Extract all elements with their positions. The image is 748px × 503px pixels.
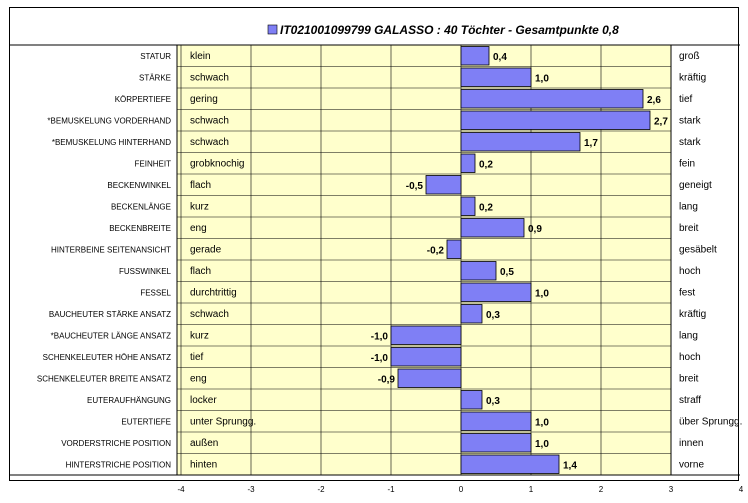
left-descriptor: gering bbox=[190, 93, 218, 105]
x-tick-label: -4 bbox=[177, 485, 185, 494]
right-descriptor: kräftig bbox=[679, 72, 707, 84]
bar bbox=[461, 305, 482, 324]
bar bbox=[447, 240, 461, 259]
chart-frame bbox=[9, 7, 744, 494]
row-label: EUTERAUFHÄNGUNG bbox=[86, 395, 171, 405]
left-descriptor: kurz bbox=[190, 330, 209, 342]
bar bbox=[461, 47, 489, 66]
chart-legend bbox=[268, 23, 619, 37]
x-tick-label: -3 bbox=[247, 485, 255, 494]
bar bbox=[461, 434, 531, 453]
x-tick-label: 0 bbox=[458, 485, 464, 494]
right-descriptor: lang bbox=[679, 201, 698, 213]
row-label: SCHENKELEUTER HÖHE ANSATZ bbox=[42, 352, 171, 362]
left-descriptor: eng bbox=[190, 222, 207, 234]
right-descriptor: hoch bbox=[679, 351, 701, 363]
row-label: *BEMUSKELUNG VORDERHAND bbox=[47, 116, 171, 126]
left-descriptor: eng bbox=[190, 373, 207, 385]
row-label: FEINHEIT bbox=[134, 159, 171, 169]
data-label: 1,7 bbox=[584, 137, 598, 149]
data-label: 2,6 bbox=[647, 94, 661, 106]
x-tick-label: 1 bbox=[528, 485, 534, 494]
data-label: 0,3 bbox=[486, 395, 500, 407]
row-label: STATUR bbox=[140, 51, 171, 61]
x-tick-label: 4 bbox=[738, 485, 744, 494]
bar bbox=[461, 391, 482, 410]
left-descriptor: gerade bbox=[190, 244, 222, 256]
data-label: -1,0 bbox=[370, 352, 388, 364]
data-label: -0,5 bbox=[405, 180, 423, 192]
x-tick-label: 2 bbox=[598, 485, 604, 494]
right-descriptor: breit bbox=[679, 222, 699, 234]
x-tick-label: -1 bbox=[387, 485, 395, 494]
right-descriptor: lang bbox=[679, 330, 698, 342]
row-label: *BEMUSKELUNG HINTERHAND bbox=[51, 137, 171, 147]
row-label: BAUCHEUTER STÄRKE ANSATZ bbox=[48, 309, 171, 319]
data-label: 1,0 bbox=[535, 73, 549, 85]
row-label: HINTERSTRICHE POSITION bbox=[65, 460, 171, 470]
left-descriptor: schwach bbox=[190, 72, 229, 84]
data-label: 0,2 bbox=[479, 159, 493, 171]
row-label: BECKENLÄNGE bbox=[110, 202, 171, 212]
bar bbox=[461, 197, 475, 216]
right-descriptor: vorne bbox=[679, 459, 705, 471]
left-descriptor: durchtrittig bbox=[190, 287, 237, 299]
row-label: EUTERTIEFE bbox=[121, 417, 171, 427]
row-label: VORDERSTRICHE POSITION bbox=[61, 438, 171, 448]
data-label: 1,0 bbox=[535, 417, 549, 429]
x-tick-label: -2 bbox=[317, 485, 325, 494]
bar bbox=[398, 369, 461, 388]
row-label: BECKENBREITE bbox=[109, 223, 171, 233]
linear-profile-chart bbox=[10, 8, 744, 494]
data-label: 0,5 bbox=[500, 266, 514, 278]
left-descriptor: kurz bbox=[190, 201, 209, 213]
data-label: 1,4 bbox=[563, 460, 577, 472]
data-label: -0,9 bbox=[377, 374, 395, 386]
right-descriptor: innen bbox=[679, 437, 704, 449]
right-descriptor: gesäbelt bbox=[679, 244, 717, 256]
data-label: 0,9 bbox=[528, 223, 542, 235]
left-descriptor: hinten bbox=[190, 459, 218, 471]
bar bbox=[461, 111, 650, 130]
row-label: *BAUCHEUTER LÄNGE ANSATZ bbox=[50, 331, 171, 341]
plot-area bbox=[10, 45, 744, 494]
x-tick-label: 3 bbox=[668, 485, 674, 494]
left-descriptor: flach bbox=[190, 265, 212, 277]
bar bbox=[461, 283, 531, 302]
left-descriptor: außen bbox=[190, 437, 219, 449]
right-descriptor: stark bbox=[679, 136, 701, 148]
bar bbox=[461, 154, 475, 173]
right-descriptor: straff bbox=[679, 394, 702, 406]
row-label: SCHENKELEUTER BREITE ANSATZ bbox=[36, 374, 171, 384]
right-descriptor: fein bbox=[679, 158, 696, 170]
bar bbox=[391, 326, 461, 345]
data-label: 1,0 bbox=[535, 438, 549, 450]
left-descriptor: schwach bbox=[190, 308, 229, 320]
data-label: 0,3 bbox=[486, 309, 500, 321]
bar bbox=[461, 455, 559, 474]
right-descriptor: stark bbox=[679, 115, 701, 127]
data-label: 2,7 bbox=[654, 116, 668, 128]
right-descriptor: groß bbox=[679, 50, 700, 62]
bar bbox=[426, 176, 461, 195]
row-label: FUSSWINKEL bbox=[118, 266, 171, 276]
left-descriptor: schwach bbox=[190, 136, 229, 148]
data-label: -1,0 bbox=[370, 331, 388, 343]
chart-title: IT021001099799 GALASSO : 40 Töchter - Gesamtpunkte 0,8 bbox=[280, 23, 619, 37]
right-descriptor: hoch bbox=[679, 265, 701, 277]
left-descriptor: grobknochig bbox=[190, 158, 245, 170]
row-label: STÄRKE bbox=[138, 73, 171, 83]
legend-swatch bbox=[268, 25, 277, 34]
right-descriptor: geneigt bbox=[679, 179, 712, 191]
data-label: -0,2 bbox=[426, 245, 444, 257]
bar bbox=[461, 133, 580, 152]
left-descriptor: tief bbox=[190, 351, 204, 363]
bar bbox=[461, 90, 643, 109]
left-descriptor: klein bbox=[190, 50, 211, 62]
data-label: 0,4 bbox=[493, 51, 507, 63]
bar bbox=[461, 68, 531, 87]
row-label: KÖRPERTIEFE bbox=[114, 94, 171, 104]
row-label: FESSEL bbox=[140, 288, 171, 298]
right-descriptor: über Sprungg. bbox=[679, 416, 743, 428]
left-descriptor: flach bbox=[190, 179, 212, 191]
bar bbox=[461, 262, 496, 281]
left-descriptor: schwach bbox=[190, 115, 229, 127]
bar bbox=[461, 412, 531, 431]
left-descriptor: unter Sprungg. bbox=[190, 416, 257, 428]
right-descriptor: breit bbox=[679, 373, 699, 385]
left-descriptor: locker bbox=[190, 394, 217, 406]
right-descriptor: tief bbox=[679, 93, 693, 105]
row-label: BECKENWINKEL bbox=[107, 180, 171, 190]
right-descriptor: fest bbox=[679, 287, 696, 299]
row-label: HINTERBEINE SEITENANSICHT bbox=[50, 245, 171, 255]
bar bbox=[391, 348, 461, 367]
right-descriptor: kräftig bbox=[679, 308, 707, 320]
data-label: 0,2 bbox=[479, 202, 493, 214]
bar bbox=[461, 219, 524, 238]
data-label: 1,0 bbox=[535, 288, 549, 300]
